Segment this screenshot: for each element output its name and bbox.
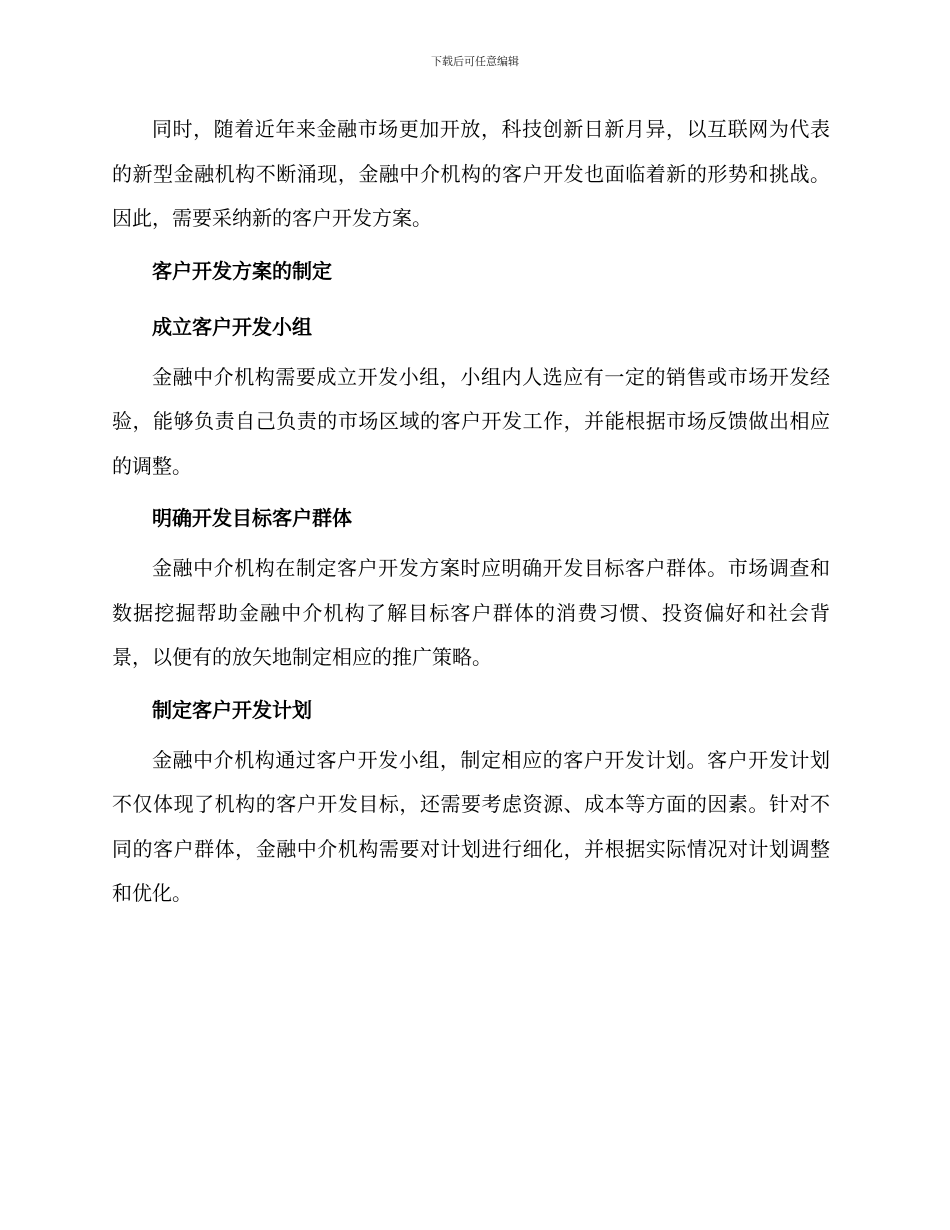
page-header: 下载后可任意编辑	[431, 55, 519, 68]
paragraph-team: 金融中介机构需要成立开发小组，小组内人选应有一定的销售或市场开发经验，能够负责自己负责的市场区域的客户开发工作，并能根据市场反馈做出相应的调整。	[112, 364, 830, 478]
subheading-target: 明确开发目标客户群体	[152, 506, 352, 530]
subheading-schedule: 制定客户开发计划	[152, 697, 312, 722]
section-heading-plan: 客户开发方案的制定	[152, 258, 332, 283]
document-body	[112, 107, 830, 916]
paragraph-intro: 同时，随着近年来金融市场更加开放，科技创新日新月异，以互联网为代表的新型金融机构不断涌现，金融中介机构的客户开发也面临着新的形势和挑战。因此，需要采纳新的客户开发方案。	[112, 117, 830, 230]
paragraph-schedule: 金融中介机构通过客户开发小组，制定相应的客户开发计划。客户开发计划不仅体现了机构的客户开发目标，还需要考虑资源、成本等方面的因素。针对不同的客户群体，金融中介机构需要对计划进行细化，并根据实际情况对计划调整和优化。	[112, 747, 830, 905]
subheading-team: 成立客户开发小组	[152, 314, 312, 339]
paragraph-target: 金融中介机构在制定客户开发方案时应明确开发目标客户群体。市场调查和数据挖掘帮助金融中介机构了解目标客户群体的消费习惯、投资偏好和社会背景，以便有的放矢地制定相应的推广策略。	[112, 556, 830, 669]
